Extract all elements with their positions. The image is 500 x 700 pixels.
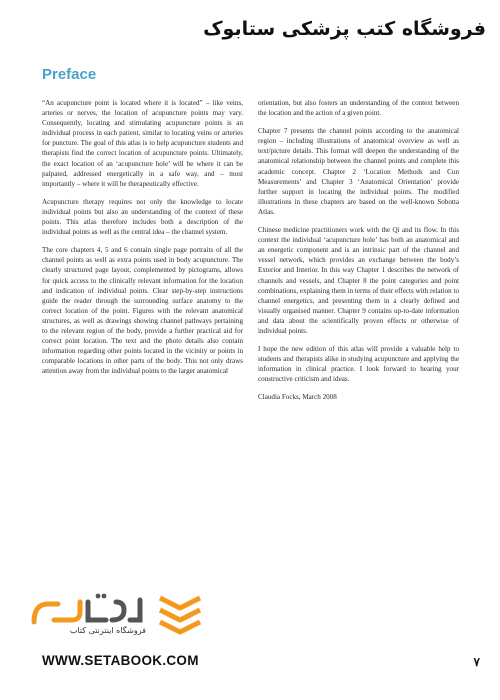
setabook-wordmark-logo (28, 592, 146, 630)
right-text-column (258, 98, 459, 411)
paragraph: Chapter 7 presents the channel points according to the anatomical region – including illustrations of anatomical overview as well as text/picture details. This format will deepen the understanding of the anatomical relationship between the channel points and complete this academic concept. Chapter 2 ‘Location Methods and Cun Measurements’ and Chapter 3 ‘Anatomical Orientation’ provide further support in locating the individual points. The modified illustrations in these chapters are based on the well-known Sobotta Atlas. (258, 127, 459, 216)
paragraph: “An acupuncture point is located where it is located” – like veins, arteries or nerves, the location of acupuncture points may vary. Consequently, locating and stimulating acupuncture points is an individual process in each patient, similar to locating veins or arteries for puncture. The goal of this atlas is to help acupuncture students and therapists find the correct location of acupuncture points. Ultimately, the exact location of an ‘acupuncture hole’ will be where it can be palpated, addressed energetically in a safe way, and – most importantly – where it will be therapeutically effective. (42, 99, 243, 188)
setabook-logo (28, 592, 218, 642)
paragraph: The core chapters 4, 5 and 6 contain single page portraits of all the channel points as well as extra points used in body acupuncture. The clearly structured page layout, complemented by pictograms, allows for quick access to the clinically relevant information for the location and indication of individual points. Clear step-by-step instructions guide the reader through the surrounding surface anatomy to the correct location of the point. Figures with the relevant anatomical structures, as well as drawings showing channel pathways pertaining to the relevant region of the body, provide a further practical aid for correct point location. The text and the photo details also contain information regarding other points located in the vicinity or points in comparable locations in other parts of the body. This not only draws attention away from the individual points to the larger anatomical (42, 246, 243, 376)
page-title: Preface (42, 66, 97, 83)
paragraph: Acupuncture therapy requires not only the knowledge to locate individual points but also an understanding of the context of these points. This atlas therefore includes both a description of the individual points as well as the central idea – the channel system. (42, 197, 243, 237)
paragraph: orientation, but also fosters an understanding of the context between the location and the action of a given point. (258, 99, 459, 118)
author-signature: Claudia Focks, March 2008 (258, 393, 337, 402)
store-banner-title: فروشگاه کتب پزشکی ستابوک (203, 18, 486, 40)
paragraph: I hope the new edition of this atlas will provide a valuable help to students and therapists alike in studying acupuncture and applying the information in clinical practice. I look forward to hearing your constructive criticism and ideas. (258, 345, 459, 384)
website-url[interactable]: WWW.SETABOOK.COM (42, 653, 199, 668)
book-stack-icon (156, 592, 204, 638)
paragraph: Chinese medicine practitioners work with the Qi and its flow. In this context the individual ‘acupuncture hole’ has both an anatomical and an energetic component and is an intrinsic part of the channel and vessel network, which provides an exchange between the body’s Exterior and Interior. In this way Chapter 1 describes the network of channels and vessels, and Chapter 8 the point categories and point combinations, explaining them in terms of their effects with relation to channel energetics, and presenting them in a clearly defined and visually organised manner. Chapter 9 contains up-to-date information and data about the scientifically proven effects or otherwise of individual points. (258, 226, 459, 335)
logo-tagline: فروشگاه اینترنتی کتاب (69, 626, 146, 635)
left-text-column (42, 98, 243, 384)
page-number: ۷ (473, 655, 480, 669)
